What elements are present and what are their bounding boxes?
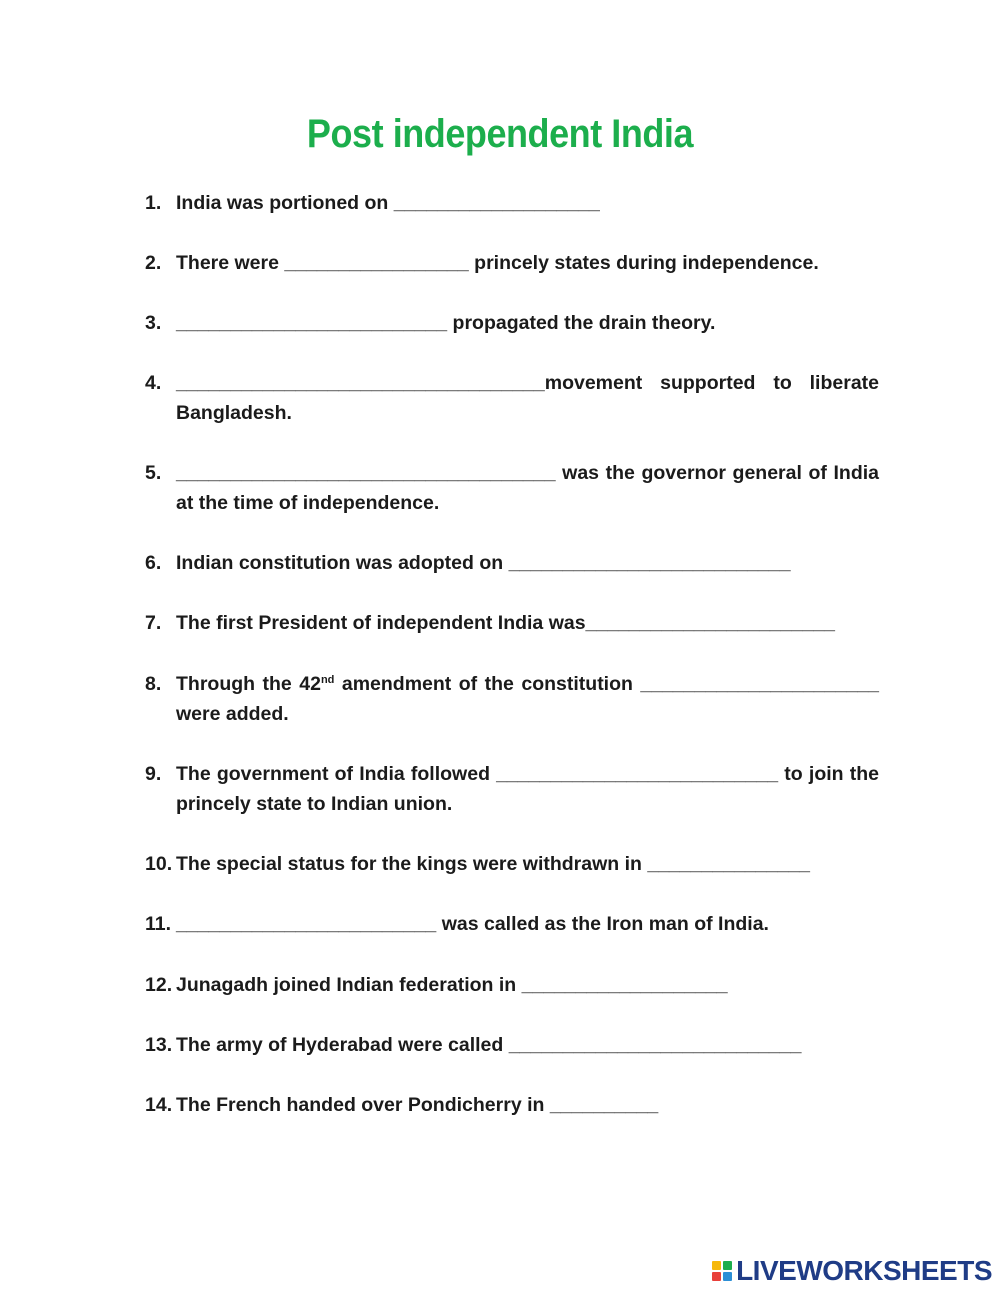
question-3 xyxy=(145,308,879,338)
question-7 xyxy=(145,608,879,638)
question-text: India was portioned on ___________________ xyxy=(176,192,600,214)
question-14 xyxy=(145,1090,879,1120)
liveworksheets-logo-icon xyxy=(712,1261,732,1281)
logo-square-blue xyxy=(723,1272,732,1281)
question-text: There were _________________ princely states during independence. xyxy=(176,252,819,274)
question-text: Junagadh joined Indian federation in ___________________ xyxy=(176,974,728,996)
question-1 xyxy=(145,188,879,218)
question-number: 7. xyxy=(145,612,162,634)
question-number: 14. xyxy=(145,1094,173,1116)
question-6 xyxy=(145,548,879,578)
question-4 xyxy=(145,368,879,428)
question-number: 12. xyxy=(145,974,173,996)
question-text: ________________________ was called as the Iron man of India. xyxy=(176,913,769,935)
question-text xyxy=(176,669,879,729)
page-title: Post independent India xyxy=(306,112,694,156)
question-number: 5. xyxy=(145,462,162,484)
question-12 xyxy=(145,970,879,1000)
question-number: 13. xyxy=(145,1034,173,1056)
question-10 xyxy=(145,849,879,879)
question-text: The French handed over Pondicherry in __________ xyxy=(176,1094,659,1116)
question-text: __________________________________movement supported to liberate Bangladesh. xyxy=(176,372,879,424)
question-8 xyxy=(145,669,879,729)
question-number: 10. xyxy=(145,853,173,875)
question-number: 1. xyxy=(145,192,162,214)
ordinal-suffix: nd xyxy=(320,674,335,686)
logo-text: LIVEWORKSHEETS xyxy=(736,1255,992,1286)
question-number: 11. xyxy=(145,913,172,935)
question-number: 3. xyxy=(145,312,162,334)
question-2 xyxy=(145,248,879,278)
question-text-after: amendment of the constitution ______________________ were added. xyxy=(176,673,879,725)
question-5 xyxy=(145,458,879,518)
question-number: 6. xyxy=(145,552,162,574)
logo-square-red xyxy=(712,1272,721,1281)
question-9 xyxy=(145,759,879,819)
question-13 xyxy=(145,1030,879,1060)
question-text: ___________________________________ was the governor general of India at the time of independence. xyxy=(176,462,879,514)
logo-square-yellow xyxy=(712,1261,721,1270)
question-number: 2. xyxy=(145,252,162,274)
question-text: Indian constitution was adopted on __________________________ xyxy=(176,552,791,574)
liveworksheets-logo xyxy=(712,1254,992,1288)
question-11 xyxy=(145,909,879,939)
question-number: 9. xyxy=(145,763,162,785)
question-text: The first President of independent India was_______________________ xyxy=(176,612,835,634)
question-number: 4. xyxy=(145,372,162,394)
question-text: The army of Hyderabad were called ___________________________ xyxy=(176,1034,802,1056)
question-text-before: Through the 42 xyxy=(176,673,321,695)
logo-square-green xyxy=(723,1261,732,1270)
question-text: The government of India followed __________________________ to join the princely state to Indian union. xyxy=(176,763,879,815)
question-text: The special status for the kings were withdrawn in _______________ xyxy=(176,853,811,875)
question-number: 8. xyxy=(145,673,162,695)
question-text: _________________________ propagated the drain theory. xyxy=(176,312,716,334)
